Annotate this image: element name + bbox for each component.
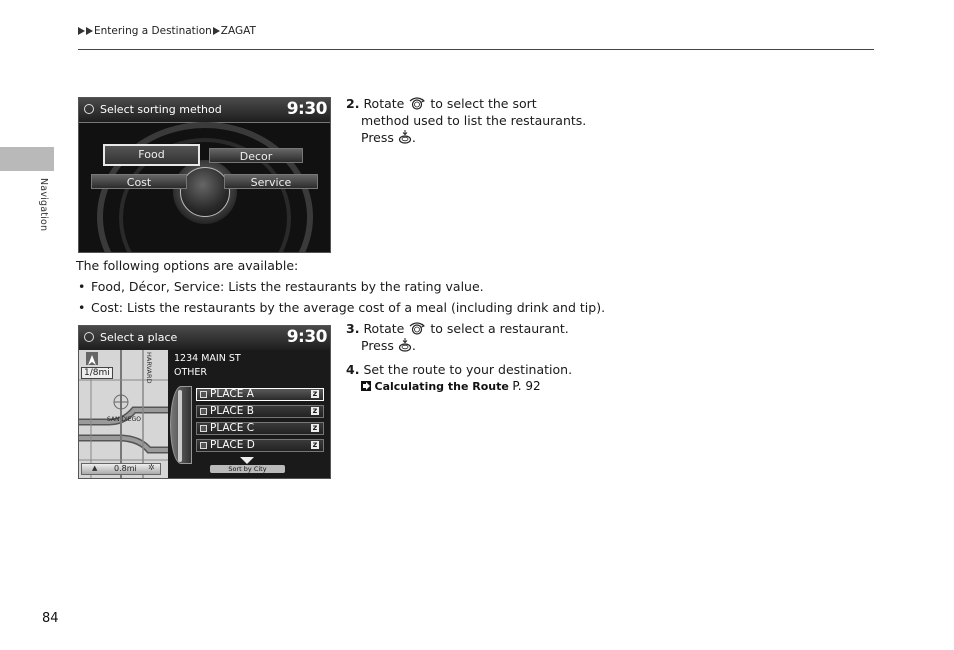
- place-name: PLACE A: [210, 388, 254, 400]
- zagat-icon: z: [312, 423, 318, 432]
- select-place-screen: [78, 325, 331, 479]
- screen-title: Select sorting method: [100, 103, 222, 116]
- gear-icon: ✲: [148, 463, 155, 472]
- cross-reference-link[interactable]: [361, 379, 541, 393]
- address-line: 1234 MAIN ST: [174, 353, 241, 364]
- sort-by-city-button[interactable]: Sort by City: [210, 465, 285, 473]
- breadcrumb: [78, 25, 256, 37]
- step-text: Set the route to your destination.: [363, 362, 573, 377]
- side-tab-label: Navigation: [38, 178, 49, 232]
- cross-reference-page: P. 92: [512, 379, 541, 393]
- breadcrumb-arrow-icon: [213, 27, 220, 35]
- place-name: PLACE D: [210, 439, 255, 451]
- step-text: Rotate: [363, 96, 405, 111]
- step-number: 3.: [346, 321, 360, 336]
- clock: 9:30: [286, 99, 327, 119]
- bullet-item: [78, 279, 484, 294]
- restaurant-icon: [200, 425, 207, 432]
- breadcrumb-arrow-icon: [78, 27, 85, 35]
- step-text: .: [411, 338, 416, 353]
- scroll-down-icon[interactable]: [240, 457, 254, 464]
- zagat-icon: z: [312, 440, 318, 449]
- screen-title: Select a place: [100, 331, 178, 344]
- zagat-icon: z: [312, 389, 318, 398]
- breadcrumb-current: ZAGAT: [220, 25, 256, 37]
- list-item[interactable]: [196, 405, 324, 418]
- zagat-icon: z: [312, 406, 318, 415]
- distance-value: 0.8mi: [114, 464, 137, 473]
- step-text: to select a restaurant.: [430, 321, 569, 336]
- interface-dial[interactable]: [180, 167, 230, 217]
- address-line: OTHER: [174, 367, 208, 378]
- map-view[interactable]: [79, 350, 168, 478]
- list-item[interactable]: [196, 388, 324, 401]
- press-knob-icon: [398, 338, 412, 352]
- street-label: SAN DIEGO: [107, 416, 141, 423]
- bullet-desc: : Lists the restaurants by the rating value.: [220, 279, 484, 294]
- step-4: [346, 361, 572, 378]
- place-name: PLACE B: [210, 405, 254, 417]
- restaurant-icon: [200, 408, 207, 415]
- option-decor[interactable]: Decor: [209, 148, 303, 163]
- bullet-dot: •: [78, 279, 86, 294]
- restaurant-icon: [200, 391, 207, 398]
- options-intro: The following options are available:: [76, 258, 299, 273]
- step-text: Press: [361, 338, 394, 353]
- bullet-term: Cost: [91, 300, 119, 315]
- step-3: [346, 320, 569, 354]
- rotate-knob-icon: [408, 96, 426, 110]
- info-icon: [84, 104, 94, 114]
- step-number: 4.: [346, 362, 360, 377]
- step-text: Press: [361, 130, 394, 145]
- step-text: method used to list the restaurants.: [361, 113, 587, 128]
- place-list-panel: [168, 350, 330, 478]
- list-item[interactable]: [196, 422, 324, 435]
- distance-bar: [81, 463, 161, 475]
- press-knob-icon: [398, 130, 412, 144]
- breadcrumb-arrow-icon: [86, 27, 93, 35]
- option-cost[interactable]: Cost: [91, 174, 187, 189]
- clock: 9:30: [286, 327, 327, 347]
- step-number: 2.: [346, 96, 360, 111]
- screen-header: [79, 98, 330, 123]
- map-scale[interactable]: 1/8mi: [81, 367, 113, 379]
- restaurant-icon: [200, 442, 207, 449]
- sorting-method-screen: [78, 97, 331, 253]
- cross-reference-label: Calculating the Route: [374, 380, 509, 393]
- bullet-item: [78, 300, 605, 315]
- list-item[interactable]: [196, 439, 324, 452]
- page-number: 84: [42, 611, 59, 626]
- bullet-desc: : Lists the restaurants by the average cost of a meal (including drink and tip).: [118, 300, 606, 315]
- reference-arrow-icon: [361, 381, 371, 391]
- option-food[interactable]: Food: [103, 144, 200, 166]
- screen-header: [79, 326, 330, 351]
- step-2: [346, 95, 586, 146]
- bullet-dot: •: [78, 300, 86, 315]
- step-text: .: [411, 130, 416, 145]
- place-name: PLACE C: [210, 422, 255, 434]
- info-icon: [84, 332, 94, 342]
- step-text: to select the sort: [430, 96, 537, 111]
- side-tab-marker: [0, 147, 54, 171]
- breadcrumb-parent[interactable]: Entering a Destination: [94, 25, 212, 37]
- street-label: HARVARD: [145, 352, 153, 384]
- scrollbar[interactable]: [178, 390, 182, 462]
- bullet-term: Food, Décor, Service: [91, 279, 221, 294]
- north-compass-icon[interactable]: [86, 352, 98, 365]
- rotate-knob-icon: [408, 321, 426, 335]
- step-text: Rotate: [363, 321, 405, 336]
- triangle-icon: ▲: [92, 464, 98, 472]
- option-service[interactable]: Service: [224, 174, 318, 189]
- header-rule: [78, 49, 874, 50]
